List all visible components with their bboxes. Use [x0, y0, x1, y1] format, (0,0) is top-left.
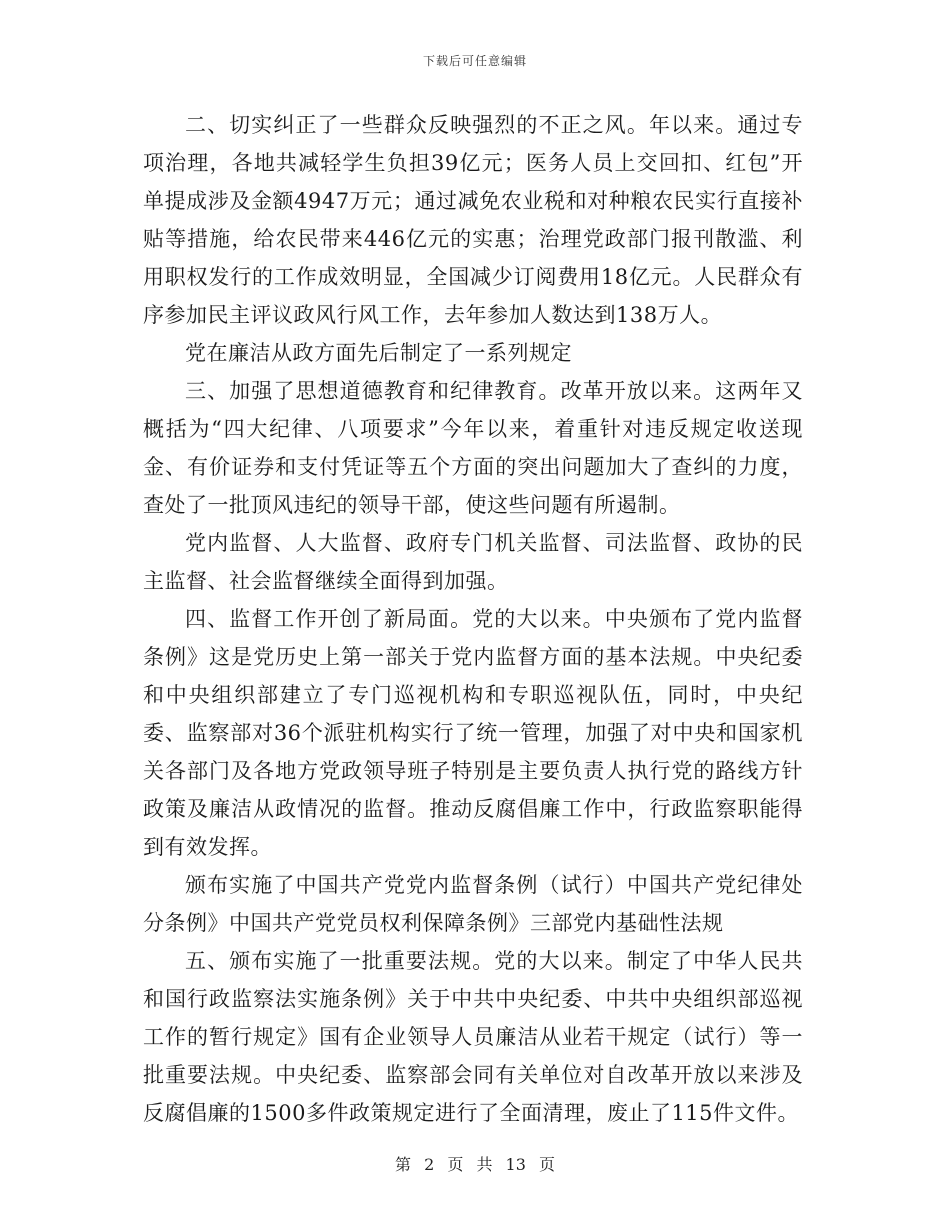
paragraph-1: 二、切实纠正了一些群众反映强烈的不正之风。年以来。通过专项治理，各地共减轻学生负担39亿元；医务人员上交回扣、红包”开单提成涉及金额4947万元；通过减免农业税和对种粮农民实行直接补贴等措施，给农民带来446亿元的实惠；治理党政部门报刊散滥、利用职权发行的工作成效明显，全国减少订阅费用18亿元。人民群众有序参加民主评议政风行风工作，去年参加人数达到138万人。 — [143, 113, 803, 327]
paragraph-4: 党内监督、人大监督、政府专门机关监督、司法监督、政协的民主监督、社会监督继续全面得到加强。 — [143, 531, 803, 593]
paragraph-3: 三、加强了思想道德教育和纪律教育。改革开放以来。这两年又概括为“四大纪律、八项要求”今年以来，着重针对违反规定收送现金、有价证券和支付凭证等五个方面的突出问题加大了查纠的力度，查处了一批顶风违纪的领导干部，使这些问题有所遏制。 — [143, 379, 803, 517]
paragraph-6: 颁布实施了中国共产党党内监督条例（试行）中国共产党纪律处分条例》中国共产党党员权利保障条例》三部党内基础性法规 — [143, 873, 803, 935]
paragraph-7: 五、颁布实施了一批重要法规。党的大以来。制定了中华人民共和国行政监察法实施条例》关于中共中央纪委、中共中央组织部巡视工作的暂行规定》国有企业领导人员廉洁从业若干规定（试行）等一批重要法规。中央纪委、监察部会同有关单位对自改革开放以来涉及反腐倡廉的1500多件政策规定进行了全面清理，废止了115件文件。 — [143, 949, 803, 1125]
page-header-note: 下载后可任意编辑 — [422, 54, 527, 68]
paragraph-5: 四、监督工作开创了新局面。党的大以来。中央颁布了党内监督条例》这是党历史上第一部关于党内监督方面的基本法规。中央纪委和中央组织部建立了专门巡视机构和专职巡视队伍，同时，中央纪委、监察部对36个派驻机构实行了统一管理，加强了对中央和国家机关各部门及各地方党政领导班子特别是主要负责人执行党的路线方针政策及廉洁从政情况的监督。推动反腐倡廉工作中，行政监察职能得到有效发挥。 — [143, 607, 803, 859]
document-body — [143, 106, 803, 1132]
paragraph-2: 党在廉洁从政方面先后制定了一系列规定 — [185, 341, 572, 365]
page-number-footer: 第 2 页 共 13 页 — [395, 1155, 555, 1174]
